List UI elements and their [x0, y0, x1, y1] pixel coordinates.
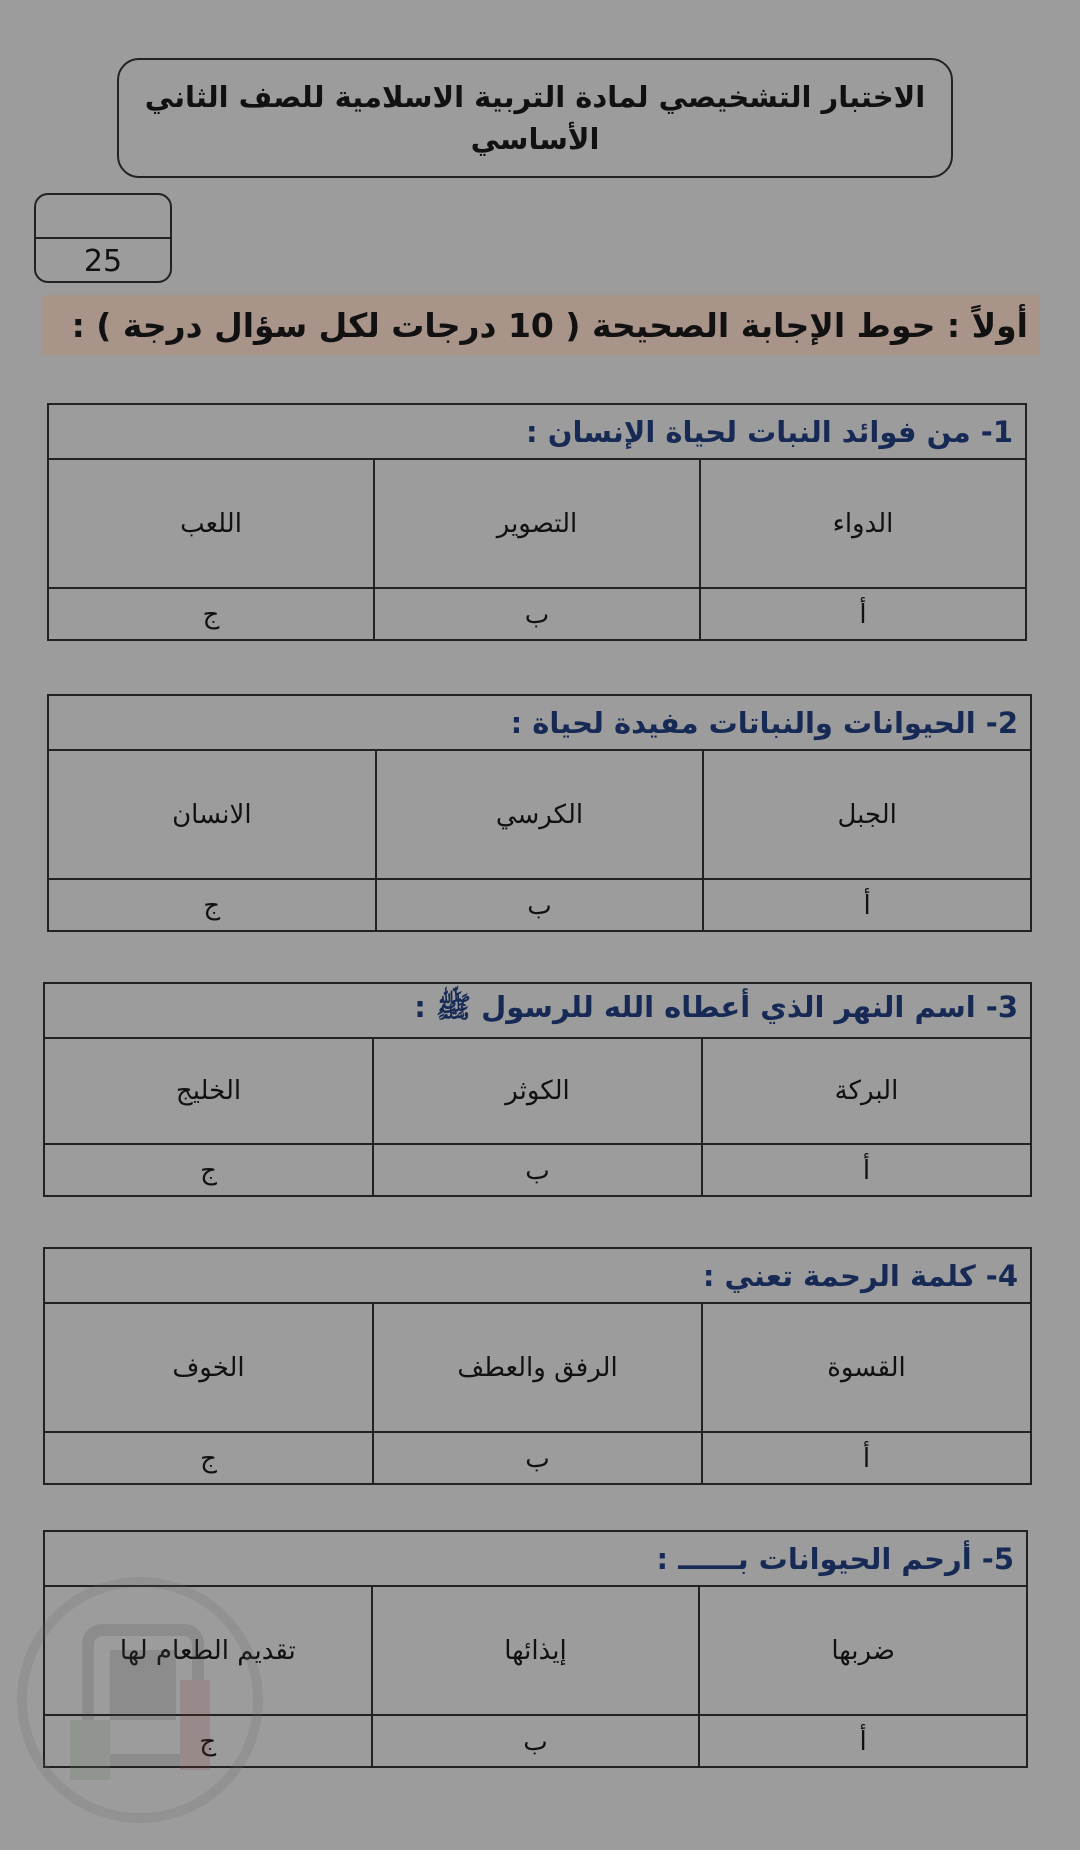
letter-b: ب: [375, 589, 701, 641]
letters-row: [49, 880, 1030, 932]
letters-row: [49, 589, 1025, 641]
letter-c: ج: [45, 1716, 373, 1768]
option-a[interactable]: القسوة: [827, 1352, 906, 1383]
options-row: [45, 1039, 1030, 1145]
option-c[interactable]: الانسان: [49, 751, 377, 878]
options-row: [49, 751, 1030, 880]
question-4: [43, 1247, 1032, 1485]
letters-row: [45, 1716, 1026, 1768]
question-5: [43, 1530, 1028, 1768]
letter-c: ج: [45, 1145, 374, 1197]
letter-b: ب: [374, 1433, 703, 1485]
options-row: [49, 460, 1025, 589]
question-text: 2- الحيوانات والنباتات مفيدة لحياة :: [49, 696, 1030, 751]
score-box: [34, 193, 172, 283]
letter-a: أ: [862, 1444, 871, 1474]
option-c[interactable]: اللعب: [49, 460, 375, 587]
letters-row: [45, 1433, 1030, 1485]
letter-c: ج: [49, 589, 375, 641]
question-text: 5- أرحم الحيوانات بــــــ :: [45, 1532, 1026, 1587]
letter-a: أ: [859, 1727, 867, 1757]
letter-c: ج: [49, 880, 377, 932]
exam-title-line2: الأساسي: [470, 122, 600, 156]
score-total: 25: [83, 243, 123, 279]
option-a[interactable]: الجبل: [837, 799, 897, 830]
question-2: [47, 694, 1032, 932]
question-text: 4- كلمة الرحمة تعني :: [45, 1249, 1030, 1304]
option-c[interactable]: الخوف: [45, 1304, 374, 1431]
options-row: [45, 1587, 1026, 1716]
exam-title-line1: الاختبار التشخيصي لمادة التربية الاسلامية للصف الثاني: [144, 80, 926, 114]
letters-row: [45, 1145, 1030, 1197]
option-b[interactable]: التصوير: [375, 460, 701, 587]
option-b[interactable]: الكرسي: [377, 751, 705, 878]
letter-c: ج: [45, 1433, 374, 1485]
letter-a: أ: [859, 600, 867, 630]
exam-title-box: [117, 58, 953, 178]
question-text: 1- من فوائد النبات لحياة الإنسان :: [49, 405, 1025, 460]
option-b[interactable]: إيذائها: [373, 1587, 701, 1714]
option-c[interactable]: الخليج: [45, 1039, 374, 1143]
letter-b: ب: [373, 1716, 701, 1768]
question-1: [47, 403, 1027, 641]
letter-a: أ: [863, 891, 871, 921]
score-blank: [36, 195, 170, 239]
option-b[interactable]: الرفق والعطف: [374, 1304, 703, 1431]
option-a[interactable]: الدواء: [832, 508, 894, 539]
letter-b: ب: [374, 1145, 703, 1197]
letter-b: ب: [377, 880, 705, 932]
option-a[interactable]: ضربها: [831, 1635, 895, 1666]
section-heading: أولاً : حوط الإجابة الصحيحة ( 10 درجات لكل سؤال درجة ) :: [42, 295, 1040, 355]
question-3: [43, 982, 1032, 1197]
question-text: 3- اسم النهر الذي أعطاه الله للرسول ﷺ :: [45, 984, 1030, 1039]
options-row: [45, 1304, 1030, 1433]
letter-a: أ: [862, 1156, 871, 1186]
option-c[interactable]: تقديم الطعام لها: [45, 1587, 373, 1714]
option-b[interactable]: الكوثر: [374, 1039, 703, 1143]
option-a[interactable]: البركة: [834, 1076, 899, 1106]
